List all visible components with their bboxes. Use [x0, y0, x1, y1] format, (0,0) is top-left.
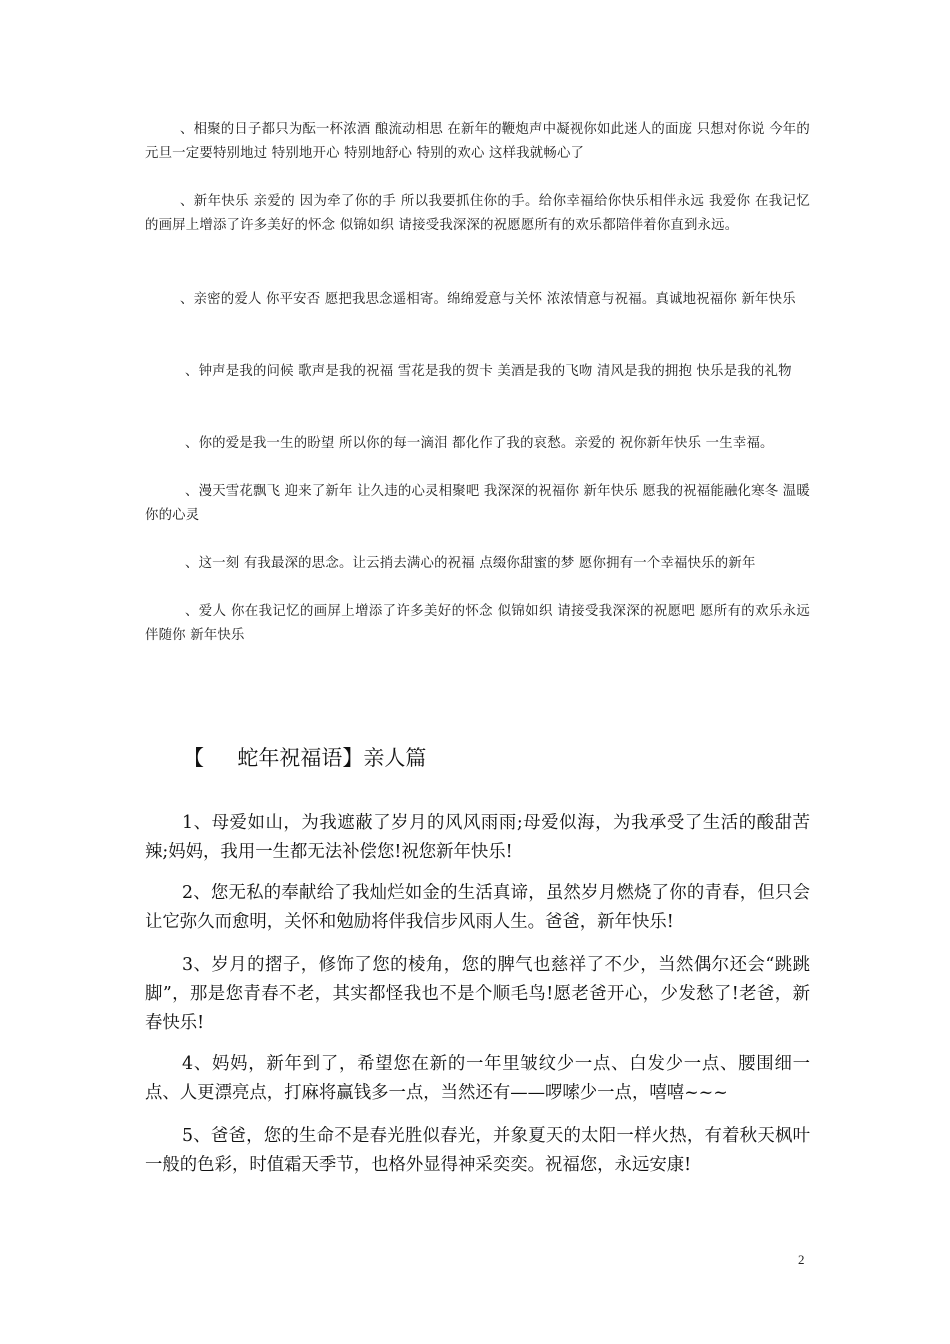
blessing-paragraph-8: 、爱人 你在我记忆的画屏上增添了许多美好的怀念 似锦如织 请接受我深深的祝愿吧 愿所有的欢乐永远伴随你 新年快乐	[145, 604, 810, 643]
blessing-paragraph-3: 、亲密的爱人 你平安否 愿把我思念遥相寄。绵绵爱意与关怀 浓浓情意与祝福。真诚地祝福你 新年快乐	[180, 292, 796, 307]
family-blessing-4: 4、妈妈，新年到了，希望您在新的一年里皱纹少一点、白发少一点、腰围细一点、人更漂亮点，打麻将赢钱多一点，当然还有——啰嗦少一点，嘻嘻~~~	[145, 1054, 810, 1103]
blessing-paragraph-5: 、你的爱是我一生的盼望 所以你的每一滴泪 都化作了我的哀愁。亲爱的 祝你新年快乐 一生幸福。	[185, 436, 774, 451]
family-blessing-2: 2、您无私的奉献给了我灿烂如金的生活真谛，虽然岁月燃烧了你的青春，但只会让它弥久而愈明，关怀和勉励将伴我信步风雨人生。爸爸，新年快乐!	[145, 883, 810, 932]
family-blessing-3: 3、岁月的摺子，修饰了您的棱角，您的脾气也慈祥了不少，当然偶尔还会“跳跳脚”，那是您青春不老，其实都怪我也不是个顺毛鸟!愿老爸开心，少发愁了!老爸，新春快乐!	[145, 955, 810, 1033]
blessing-paragraph-4: 、钟声是我的问候 歌声是我的祝福 雪花是我的贺卡 美酒是我的飞吻 清风是我的拥抱 快乐是我的礼物	[185, 364, 792, 379]
blessing-paragraph-2: 、新年快乐 亲爱的 因为牵了你的手 所以我要抓住你的手。给你幸福给你快乐相伴永远 我爱你 在我记忆的画屏上增添了许多美好的怀念 似锦如织 请接受我深深的祝愿愿所有的欢乐都陪伴着你直到永远。	[145, 194, 810, 233]
family-blessing-1: 1、母爱如山，为我遮蔽了岁月的风风雨雨;母爱似海，为我承受了生活的酸甜苦辣;妈妈，我用一生都无法补偿您!祝您新年快乐!	[145, 813, 810, 862]
blessing-paragraph-7: 、这一刻 有我最深的思念。让云捎去满心的祝福 点缀你甜蜜的梦 愿你拥有一个幸福快乐的新年	[185, 556, 756, 571]
section-heading: 【 蛇年祝福语】亲人篇	[183, 746, 427, 770]
page-number: 2	[798, 1252, 805, 1267]
blessing-paragraph-6: 、漫天雪花飘飞 迎来了新年 让久违的心灵相聚吧 我深深的祝福你 新年快乐 愿我的祝福能融化寒冬 温暖你的心灵	[145, 484, 810, 523]
blessing-paragraph-1: 、相聚的日子都只为酝一杯浓酒 酿流动相思 在新年的鞭炮声中凝视你如此迷人的面庞 只想对你说 今年的元旦一定要特别地过 特别地开心 特别地舒心 特别的欢心 这样我就畅心了	[145, 122, 810, 161]
family-blessing-5: 5、爸爸，您的生命不是春光胜似春光，并象夏天的太阳一样火热，有着秋天枫叶一般的色彩，时值霜天季节，也格外显得神采奕奕。祝福您，永远安康!	[145, 1126, 810, 1175]
